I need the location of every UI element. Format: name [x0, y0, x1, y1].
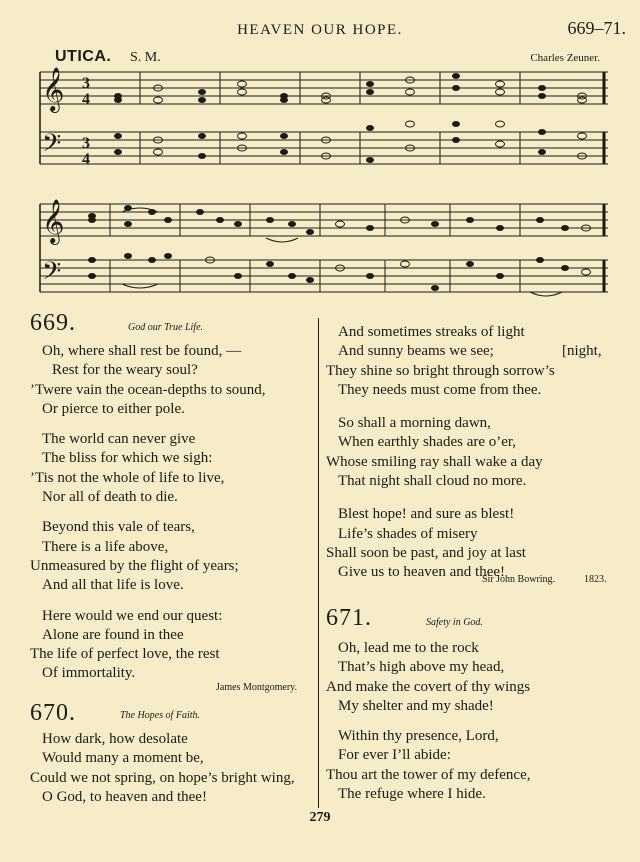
verse-line: The bliss for which we sigh: [42, 450, 213, 467]
svg-text:3: 3 [82, 135, 90, 152]
hymn-number: 670. [30, 700, 76, 726]
bass-clef-icon: 𝄢 [42, 258, 62, 291]
verse-line: Would many a moment be, [42, 750, 204, 767]
svg-text:4: 4 [82, 151, 90, 168]
composer-credit: Charles Zeuner. [530, 52, 600, 64]
hymn-title: The Hopes of Faith. [120, 710, 200, 721]
verse-line: The refuge where I hide. [338, 786, 486, 803]
verse-line: When earthly shades are o’er, [338, 434, 517, 451]
verse-line: Oh, lead me to the rock [338, 640, 479, 656]
verse-line: O God, to heaven and thee! [42, 788, 207, 805]
hymn-author: Sir John Bowring. [482, 574, 556, 585]
music-score-system-2 [30, 192, 610, 304]
verse-line: Nor all of death to die. [42, 489, 178, 506]
hymn-670-text [30, 730, 295, 807]
verse-line: Or pierce to either pole. [42, 400, 185, 417]
treble-clef-icon: 𝄞 [42, 69, 65, 111]
verse-line: That’s high above my head, [338, 659, 505, 676]
verse-line: Here would we end our quest: [42, 607, 223, 624]
verse-line: Within thy presence, Lord, [338, 728, 499, 745]
verse-line: There is a life above, [42, 538, 169, 555]
running-header: HEAVEN OUR HOPE. [237, 22, 403, 38]
tune-name: UTICA. [55, 48, 112, 65]
svg-text:4: 4 [82, 91, 90, 108]
verse-line: ’Tis not the whole of life to live, [30, 469, 225, 486]
page-number: 279 [309, 810, 331, 825]
verse-line: They needs must come from thee. [338, 381, 542, 398]
tune-meter: S. M. [130, 50, 161, 65]
verse-line: ’Twere vain the ocean-depths to sound, [30, 381, 266, 398]
verse-line: The world can never give [42, 431, 196, 448]
verse-line: That night shall cloud no more. [338, 473, 527, 490]
verse-line: So shall a morning dawn, [338, 415, 491, 432]
hymn-number: 671. [326, 605, 372, 631]
verse-line: Could we not spring, on hope’s bright wing, [30, 769, 295, 786]
svg-text:3: 3 [82, 75, 90, 92]
verse-line: Rest for the weary soul? [52, 362, 198, 379]
hymn-title: God our True Life. [128, 322, 204, 333]
hymn-number: 669. [30, 310, 76, 336]
verse-line: Beyond this vale of tears, [42, 519, 195, 536]
hymn-range: 669–71. [567, 18, 626, 38]
hymn-year: 1823. [584, 574, 607, 585]
verse-line: Thou art the tower of my defence, [326, 766, 531, 783]
verse-line: Oh, where shall rest be found, — [42, 343, 242, 359]
verse-line: And sometimes streaks of light [338, 324, 525, 340]
verse-line: And sunny beams we see; [night, [338, 343, 602, 360]
verse-line: The life of perfect love, the rest [30, 646, 220, 663]
verse-line: Blest hope! and sure as blest! [338, 506, 515, 523]
verse-line: And all that life is love. [42, 577, 184, 594]
hymn-671-text [326, 639, 531, 804]
verse-line: Of immortality. [42, 665, 136, 682]
verse-line: My shelter and my shade! [338, 697, 494, 714]
verse-line: Whose smiling ray shall wake a day [326, 453, 543, 470]
bass-clef-icon: 𝄢 [42, 130, 62, 163]
music-score-system-1 [30, 60, 610, 172]
hymn-669-text [30, 342, 266, 684]
hymn-author: James Montgomery. [216, 682, 298, 693]
verse-line: Alone are found in thee [42, 626, 184, 643]
column-divider [318, 318, 319, 808]
verse-line: Unmeasured by the flight of years; [30, 557, 239, 574]
hymn-title: Safety in God. [426, 617, 483, 628]
treble-clef-icon: 𝄞 [42, 201, 65, 243]
verse-line: Give us to heaven and thee! [338, 564, 506, 581]
verse-line: Shall soon be past, and joy at last [326, 544, 526, 561]
verse-line: For ever I’ll abide: [338, 747, 451, 764]
verse-line: Life’s shades of misery [338, 525, 478, 542]
verse-line: And make the covert of thy wings [326, 678, 531, 695]
verse-line: How dark, how desolate [42, 731, 188, 747]
verse-line: They shine so bright through sorrow’s [326, 362, 555, 379]
